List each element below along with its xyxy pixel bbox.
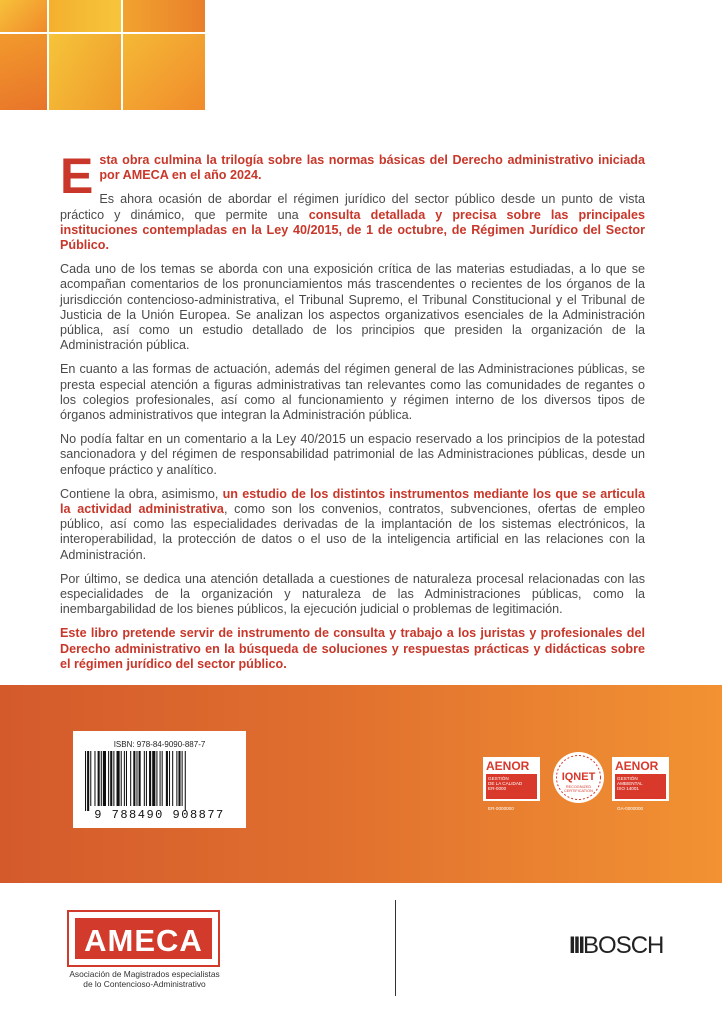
barcode-bar (117, 751, 120, 806)
aenor-quality-sub: ER-0000000 (488, 806, 514, 811)
paragraph-3: Cada uno de los temas se aborda con una exposición crítica de las materias estudiadas, a lo que se acompañan comentarios de los pronunciamientos más trascendentes o recientes de los órganos de la jurisdicción contencioso-administrativa, el Tribunal Supremo, el Tribunal Constitucional y el Tribunal de Justicia de la Unión Europea. Se analizan los aspectos organizativos esenciales de la Administración pública, así como un estudio detallado de los principios que presiden la organización de la Administración pública. (60, 262, 645, 353)
paragraph-6-text-c: , como son los convenios, contratos, subvenciones, ofertas de empleo público, así como las especialidades derivadas de la implantación de los sistemas electrónicos, la interoperabilidad, la protección de datos o el uso de la inteligencia artificial en las relaciones con la Administración. (60, 502, 645, 562)
barcode-bar (139, 751, 141, 806)
intro-bold-text: sta obra culmina la trilogía sobre las normas básicas del Derecho administrativo iniciada por AMECA en el año 2024. (99, 153, 645, 183)
paragraph-2-highlight: consulta detallada y precisa sobre las principales instituciones contempladas en la Ley 40/2015, de 1 de octubre, de Régimen Jurídico del Sector Público. (60, 207, 645, 253)
barcode-bar (178, 751, 180, 806)
paragraph-6 (60, 487, 645, 563)
ameca-logo-text: AMECA (75, 918, 212, 959)
iqnet-sub: RECOGNIZED CERTIFICATION (564, 785, 593, 794)
cover-mosaic-decoration (0, 0, 205, 110)
ameca-subtitle (62, 969, 227, 989)
barcode-bar (101, 751, 102, 806)
barcode-bar (185, 751, 186, 811)
barcode-bar (103, 751, 106, 806)
barcode-bar (156, 751, 157, 806)
aenor-environment-logo (612, 757, 669, 801)
iqnet-logo (553, 752, 604, 803)
bosch-wordmark: BOSCH (583, 932, 664, 959)
aenor-quality-line2: DE LA CALIDAD (488, 781, 523, 787)
barcode-bar (85, 751, 86, 811)
barcode-bar (113, 751, 114, 806)
barcode-digits: 9 788490 908877 (94, 808, 225, 822)
aenor-environment-text (617, 776, 643, 792)
paragraph-6-highlight: un estudio de los distintos instrumentos mediante los que se articula la actividad administrativa (60, 486, 646, 517)
aenor-environment-sub: GA-0000000 (617, 806, 644, 811)
barcode-bar (166, 751, 168, 806)
barcode-bar (124, 751, 125, 806)
bosch-mark: III (569, 932, 584, 959)
barcode-bar (90, 751, 91, 806)
barcode (73, 731, 246, 828)
ameca-subtitle-line1: Asociación de Magistrados especialistas (69, 969, 220, 979)
barcode-bar (136, 751, 137, 806)
paragraph-4: En cuanto a las formas de actuación, además del régimen general de las Administraciones públicas, se presta especial atención a figuras administrativas tan relevantes como las comunidades de regantes o los colegios profesionales, así como al funcionamiento y régimen interno de los diversos tipos de órganos administrativos que integran la Administración pública. (60, 362, 645, 423)
barcode-bar (160, 751, 161, 806)
paragraph-5: No podía faltar en un comentario a la Ley 40/2015 un espacio reservado a los principios de la potestad sancionadora y del régimen de responsabilidad patrimonial de las Administraciones públicas, desde un enfoque práctico y analítico. (60, 432, 645, 477)
paragraph-7: Por último, se dedica una atención detallada a cuestiones de naturaleza procesal relacionadas con las especialidades de la organización y naturaleza de las Administraciones públicas, como la inembargabilidad de los bienes públicos, la ejecución judicial o problemas de legitimación. (60, 571, 645, 617)
aenor-environment-code: ISO 14001 (617, 786, 639, 792)
barcode-bar (98, 751, 100, 806)
aenor-quality-logo (483, 757, 540, 801)
bosch-logo (569, 932, 663, 960)
barcode-bar (149, 751, 151, 806)
aenor-environment-line1: GESTIÓN (617, 776, 638, 781)
barcode-bar (130, 751, 131, 806)
intro-paragraph (60, 148, 645, 204)
drop-cap: E (60, 148, 94, 204)
paragraph-2 (60, 192, 645, 253)
aenor-environment-brand: AENOR (615, 759, 659, 773)
aenor-quality-code: ER-0000 (488, 786, 507, 792)
paragraph-6-text-a: Contiene la obra, asimismo, (60, 486, 223, 501)
barcode-bar (94, 751, 95, 806)
barcode-bar (121, 751, 122, 806)
barcode-bar (108, 751, 109, 806)
barcode-bar (87, 751, 89, 811)
ameca-logo (67, 910, 220, 967)
aenor-environment-line2: AMBIENTAL (617, 781, 643, 787)
barcode-bar (169, 751, 170, 806)
barcode-bar (144, 751, 145, 806)
barcode-bar (172, 751, 173, 806)
barcode-bar (146, 751, 147, 806)
barcode-bar (152, 751, 155, 806)
aenor-quality-line1: GESTIÓN (488, 776, 509, 781)
ameca-subtitle-line2: de lo Contencioso-Administrativo (83, 979, 206, 989)
barcode-bar (126, 751, 127, 806)
barcode-bar (162, 751, 163, 806)
closing-paragraph: Este libro pretende servir de instrumento de consulta y trabajo a los juristas y profesionales del Derecho administrativo en la búsqueda de soluciones y respuestas prácticas y didácticas sobre el régimen jurídico del sector público. (60, 626, 645, 671)
isbn-label: ISBN: 978-84-9090-887-7 (113, 740, 206, 749)
aenor-quality-brand: AENOR (486, 759, 530, 773)
iqnet-title: IQNET (561, 771, 596, 783)
barcode-bar (110, 751, 112, 806)
barcode-bar (176, 751, 177, 806)
paragraph-2-text: Es ahora ocasión de abordar el régimen jurídico del sector público desde un punto de vista práctico y dinámico, que permite una (60, 192, 645, 222)
barcode-bar (133, 751, 135, 806)
footer-divider (395, 900, 396, 996)
aenor-quality-text (488, 776, 522, 792)
back-cover-text (60, 148, 646, 681)
orange-band (0, 685, 722, 883)
barcode-bar (182, 751, 183, 806)
